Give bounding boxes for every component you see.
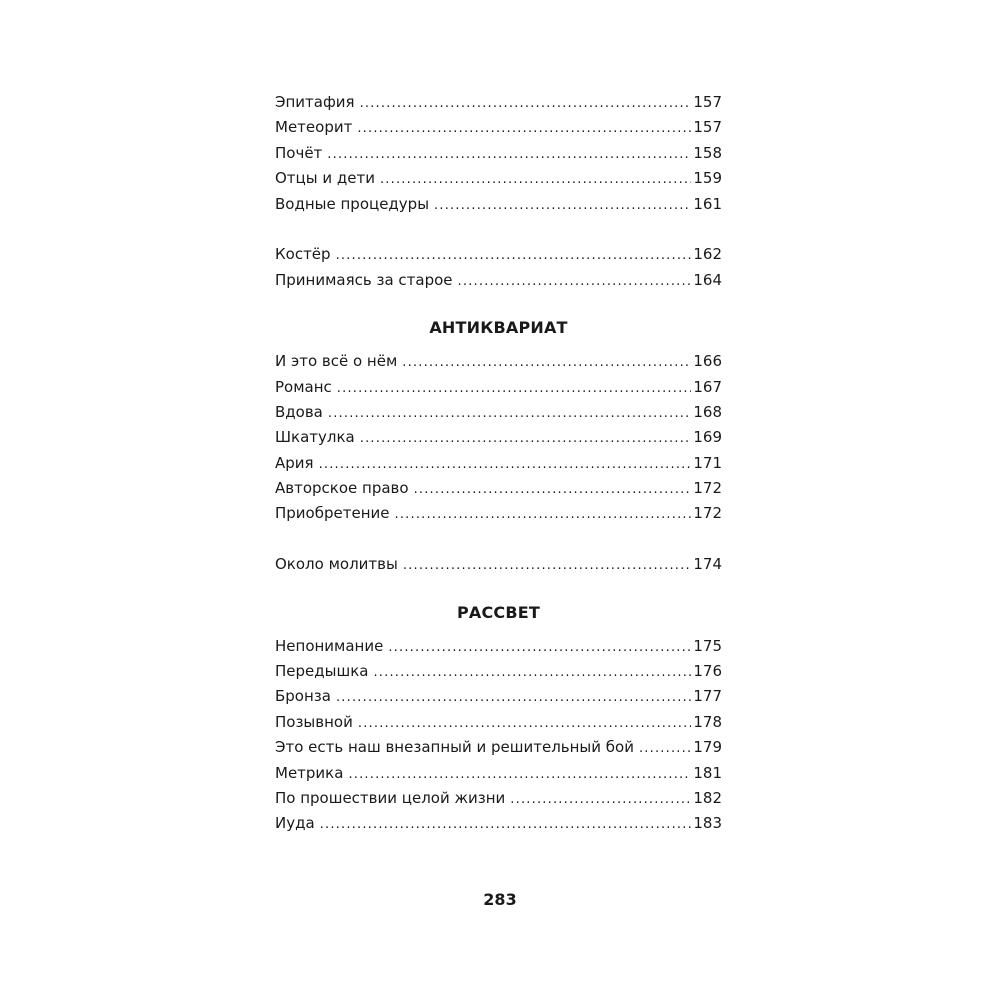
dot-leader [319,452,692,477]
dot-leader [403,553,692,578]
group-spacer [275,527,722,552]
toc-entry [275,268,722,293]
dot-leader [348,762,691,787]
toc-entry-title: Бронза [275,687,331,706]
dot-leader [388,635,691,660]
page-number: 283 [483,890,517,909]
dot-leader [510,787,691,812]
toc-entry-title: Отцы и дети [275,169,375,188]
toc-entry [275,192,722,217]
dot-leader [327,142,691,167]
toc-entry [275,811,722,836]
table-of-contents [275,90,722,837]
toc-entry-title: Романс [275,377,332,396]
toc-entry [275,552,722,577]
dot-leader [336,685,691,710]
toc-entry-page: 168 [693,402,722,421]
toc-entry-title: Шкатулка [275,428,355,447]
toc-entry-title: Авторское право [275,479,409,498]
dot-leader [380,167,691,192]
group-spacer [275,217,722,242]
toc-entry [275,476,722,501]
toc-entry-page: 177 [693,687,722,706]
toc-entry-page: 164 [693,270,722,289]
dot-leader [357,116,691,141]
dot-leader [358,711,692,736]
toc-entry [275,242,722,267]
toc-entry-title: Костёр [275,245,331,264]
toc-entry [275,786,722,811]
toc-entry [275,115,722,140]
dot-leader [434,193,691,218]
toc-entry-title: Позывной [275,712,353,731]
toc-entry-title: Водные процедуры [275,194,430,213]
toc-entry-title: Непонимание [275,636,384,655]
toc-entry-page: 172 [693,504,722,523]
toc-entry [275,451,722,476]
dot-leader [320,812,692,837]
toc-entry-title: Почёт [275,143,323,162]
dot-leader [402,350,691,375]
toc-entry [275,634,722,659]
toc-entry [275,501,722,526]
toc-entry [275,90,722,115]
dot-leader [373,660,691,685]
toc-entry [275,684,722,709]
toc-entry-page: 159 [693,169,722,188]
toc-entry [275,735,722,760]
toc-entry-page: 174 [693,555,722,574]
dot-leader [394,502,691,527]
dot-leader [360,426,692,451]
toc-entry-title: Эпитафия [275,93,355,111]
toc-entry-page: 158 [693,143,722,162]
toc-entry [275,166,722,191]
toc-entry-page: 178 [693,712,722,731]
toc-entry [275,761,722,786]
toc-entry-page: 171 [693,453,722,472]
toc-entry-page: 175 [693,636,722,655]
dot-leader [414,477,692,502]
toc-entry-title: Приобретение [275,504,390,523]
toc-entry-page: 157 [693,118,722,137]
dot-leader [336,243,692,268]
section-heading: РАССВЕТ [456,602,541,622]
toc-entry-page: 172 [693,479,722,498]
dot-leader [337,376,692,401]
toc-entry [275,710,722,735]
toc-entry-page: 161 [693,194,722,213]
dot-leader [360,91,692,116]
toc-entry-page: 162 [693,245,722,264]
toc-entry-title: Это есть наш внезапный и решительный бой [275,738,634,757]
toc-entry-page: 169 [693,428,722,447]
toc-entry [275,400,722,425]
dot-leader [639,736,691,761]
dot-leader [328,401,691,426]
section-heading: АНТИКВАРИАТ [429,318,568,338]
toc-entry-title: Метеорит [275,118,353,137]
toc-entry [275,659,722,684]
toc-entry-page: 183 [693,814,722,833]
toc-entry-page: 166 [693,352,722,371]
toc-entry-page: 182 [693,788,722,807]
toc-entry [275,375,722,400]
dot-leader [458,269,692,294]
toc-entry-title: Ария [275,453,314,472]
toc-entry-title: Иуда [275,814,315,833]
toc-entry-title: Принимаясь за старое [275,270,453,289]
toc-entry [275,425,722,450]
toc-entry-title: Около молитвы [275,555,398,574]
toc-entry-page: 167 [693,377,722,396]
toc-entry-title: По прошествии целой жизни [275,788,506,807]
toc-entry-title: Вдова [275,402,323,421]
toc-entry-title: И это всё о нём [275,352,398,371]
toc-entry-page: 157 [693,93,722,111]
toc-entry-page: 181 [693,763,722,782]
toc-entry-title: Передышка [275,662,369,681]
toc-entry-page: 179 [693,738,722,757]
toc-entry-title: Метрика [275,763,344,782]
toc-entry [275,349,722,374]
toc-entry-page: 176 [693,662,722,681]
toc-entry [275,141,722,166]
